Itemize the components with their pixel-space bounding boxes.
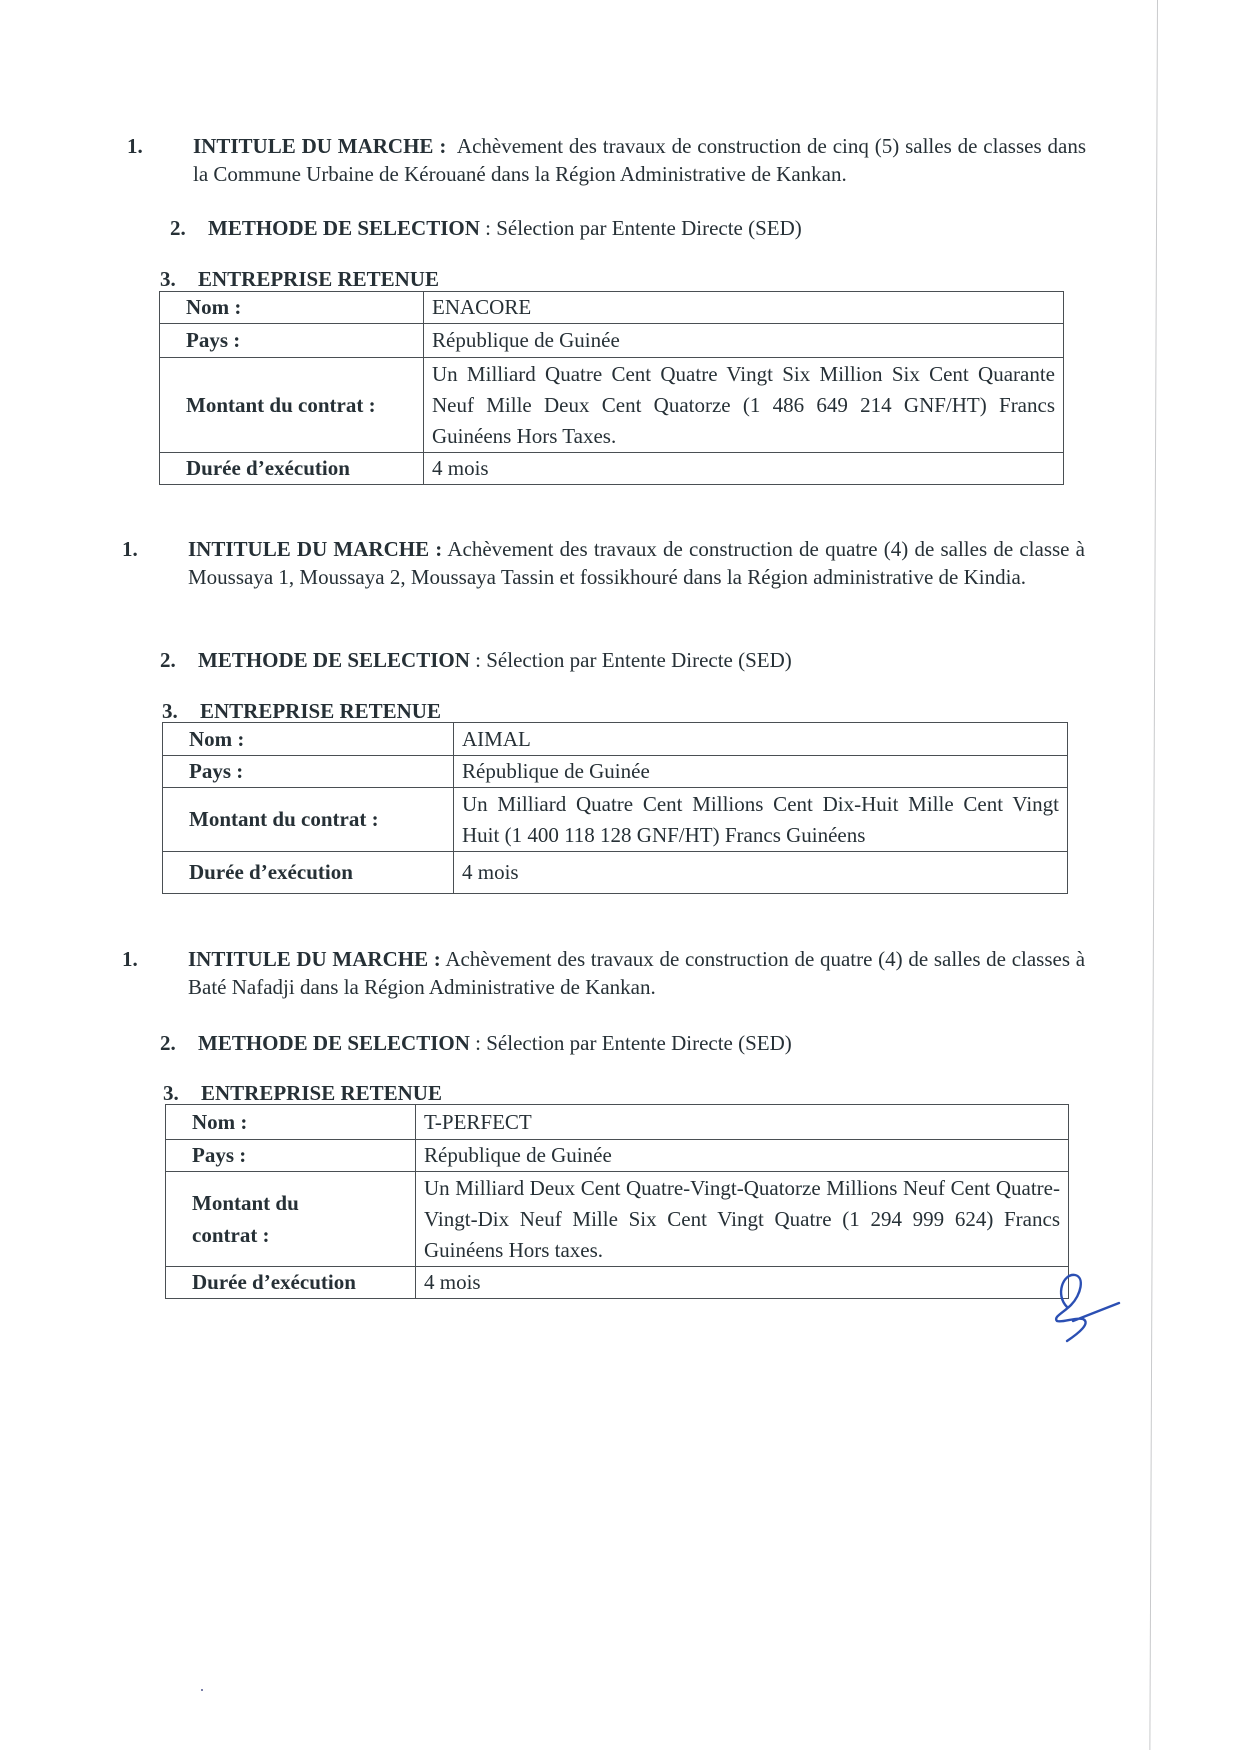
methode-number: 2.: [170, 216, 186, 240]
entreprise-heading-3: [163, 1079, 442, 1107]
entreprise-label: ENTREPRISE RETENUE: [201, 1081, 442, 1105]
nom-value: ENACORE: [424, 292, 1064, 324]
duree-value: 4 mois: [424, 453, 1064, 485]
montant-value: Un Milliard Quatre Cent Quatre Vingt Six Million Six Cent Quarante Neuf Mille Deux Cent Quatorze (1 486 649 214 GNF/HT) Francs Guinéens Hors Taxes.: [424, 358, 1064, 453]
nom-label: Nom :: [160, 292, 424, 324]
duree-label: Durée d’exécution: [163, 852, 454, 894]
methode-section-3: [160, 1029, 792, 1057]
intitule-label: INTITULE DU MARCHE :: [193, 134, 447, 158]
montant-label: Montant du contrat :: [163, 788, 454, 852]
intitule-label: INTITULE DU MARCHE :: [188, 537, 443, 561]
nom-value: AIMAL: [454, 723, 1068, 756]
duree-label: Durée d’exécution: [160, 453, 424, 485]
table-row-duree: [166, 1267, 1069, 1299]
table-row-nom: [160, 292, 1064, 324]
intitule-text: Achèvement des travaux de construction de cinq (5) salles de classes dans la Commune Urbaine de Kérouané dans la Région Administrative de Kankan.: [193, 134, 1086, 186]
methode-section-1: [170, 214, 802, 242]
entreprise-label: ENTREPRISE RETENUE: [200, 699, 441, 723]
intitule-label: INTITULE DU MARCHE :: [188, 947, 441, 971]
intitule-number: 1.: [122, 947, 138, 971]
methode-label: METHODE DE SELECTION: [198, 648, 470, 672]
duree-value: 4 mois: [416, 1267, 1069, 1299]
signature-icon: [1045, 1265, 1135, 1345]
methode-section-2: [160, 646, 792, 674]
nom-label: Nom :: [163, 723, 454, 756]
pays-value: République de Guinée: [424, 324, 1064, 358]
intitule-text: Achèvement des travaux de construction de quatre (4) de salles de classe à Moussaya 1, Moussaya 2, Moussaya Tassin et fossikhouré dans la Région administrative de Kindia.: [188, 537, 1086, 589]
entreprise-table-2: [162, 722, 1068, 894]
methode-text: : Sélection par Entente Directe (SED): [485, 216, 802, 240]
entreprise-heading-1: [160, 265, 439, 293]
entreprise-number: 3.: [163, 1081, 179, 1105]
table-row-pays: [166, 1140, 1069, 1172]
table-row-montant: [160, 358, 1064, 453]
table-row-duree: [160, 453, 1064, 485]
duree-value: 4 mois: [454, 852, 1068, 894]
entreprise-heading-2: [162, 697, 441, 725]
methode-number: 2.: [160, 648, 176, 672]
scan-speck: [201, 1689, 203, 1691]
pays-value: République de Guinée: [454, 756, 1068, 788]
entreprise-label: ENTREPRISE RETENUE: [198, 267, 439, 291]
table-row-nom: [163, 723, 1068, 756]
montant-value: Un Milliard Quatre Cent Millions Cent Dix-Huit Mille Cent Vingt Huit (1 400 118 128 GNF/HT) Francs Guinéens: [454, 788, 1068, 852]
duree-label: Durée d’exécution: [166, 1267, 416, 1299]
entreprise-number: 3.: [162, 699, 178, 723]
methode-text: : Sélection par Entente Directe (SED): [475, 648, 792, 672]
montant-value: Un Milliard Deux Cent Quatre-Vingt-Quatorze Millions Neuf Cent Quatre-Vingt-Dix Neuf Mille Six Cent Vingt Quatre (1 294 999 624) Francs Guinéens Hors taxes.: [416, 1172, 1069, 1267]
intitule-section-2: [122, 535, 1086, 591]
entreprise-table-1: [159, 291, 1064, 485]
nom-label: Nom :: [166, 1105, 416, 1140]
table-row-pays: [163, 756, 1068, 788]
table-row-montant: [163, 788, 1068, 852]
nom-value: T-PERFECT: [416, 1105, 1069, 1140]
table-row-pays: [160, 324, 1064, 358]
intitule-section-3: [122, 945, 1086, 1001]
intitule-number: 1.: [127, 134, 143, 158]
montant-label: Montant du contrat :: [166, 1172, 416, 1267]
intitule-number: 1.: [122, 537, 138, 561]
table-row-duree: [163, 852, 1068, 894]
pays-label: Pays :: [160, 324, 424, 358]
pays-label: Pays :: [166, 1140, 416, 1172]
methode-label: METHODE DE SELECTION: [208, 216, 480, 240]
intitule-text: Achèvement des travaux de construction de quatre (4) de salles de classes à Baté Nafadji dans la Région Administrative de Kankan.: [188, 947, 1086, 999]
table-row-montant: [166, 1172, 1069, 1267]
intitule-section-1: [127, 132, 1086, 188]
pays-label: Pays :: [163, 756, 454, 788]
entreprise-number: 3.: [160, 267, 176, 291]
table-row-nom: [166, 1105, 1069, 1140]
methode-label: METHODE DE SELECTION: [198, 1031, 470, 1055]
methode-text: : Sélection par Entente Directe (SED): [475, 1031, 792, 1055]
page-edge-line: [1149, 0, 1158, 1750]
methode-number: 2.: [160, 1031, 176, 1055]
pays-value: République de Guinée: [416, 1140, 1069, 1172]
montant-label: Montant du contrat :: [160, 358, 424, 453]
entreprise-table-3: [165, 1104, 1069, 1299]
